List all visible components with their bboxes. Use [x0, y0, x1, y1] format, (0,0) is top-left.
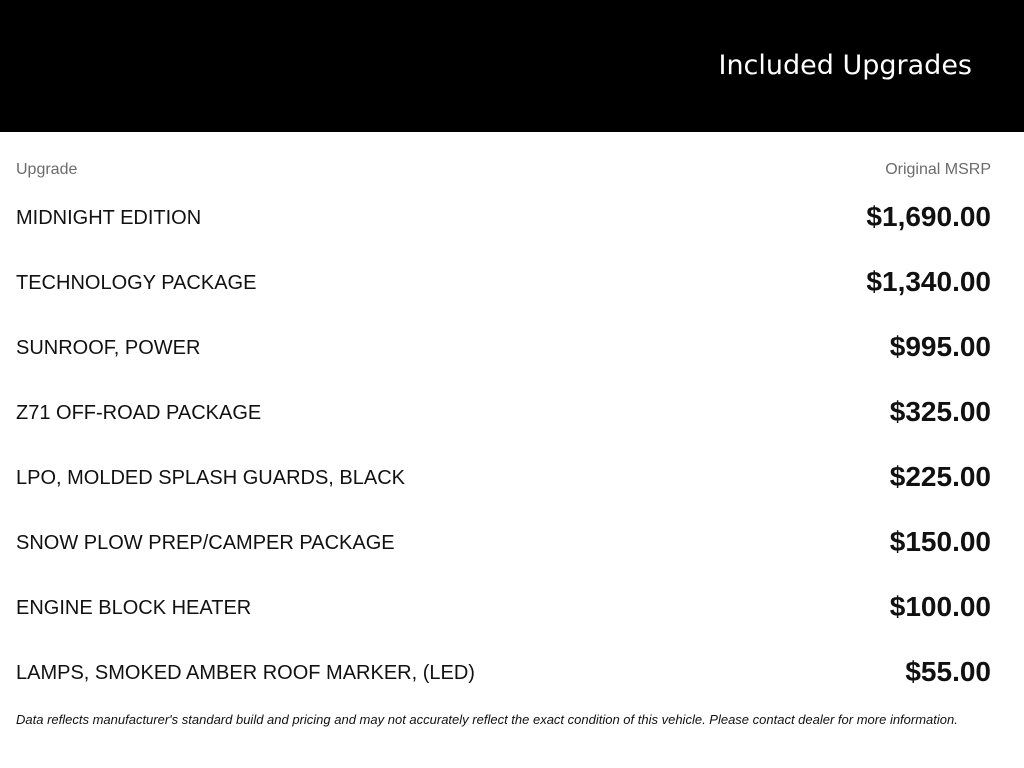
upgrade-name: SNOW PLOW PREP/CAMPER PACKAGE: [16, 532, 395, 554]
table-row: [16, 250, 991, 315]
upgrade-name: ENGINE BLOCK HEATER: [16, 597, 252, 619]
upgrade-price: $1,690.00: [866, 201, 991, 232]
header-bar: [0, 0, 1024, 132]
page-title: Included Upgrades: [718, 50, 972, 81]
upgrades-list: [16, 185, 991, 705]
table-row: [16, 380, 991, 445]
upgrade-price: $995.00: [889, 331, 991, 362]
table-row: [16, 445, 991, 510]
table-header: [16, 158, 991, 182]
upgrade-name: SUNROOF, POWER: [16, 337, 201, 359]
table-row: [16, 640, 991, 705]
upgrade-name: LPO, MOLDED SPLASH GUARDS, BLACK: [16, 467, 406, 489]
table-row: [16, 575, 991, 640]
disclaimer-text: Data reflects manufacturer's standard build and pricing and may not accurately reflect the exact condition of this vehicle. Please contact dealer for more information.: [16, 712, 958, 727]
table-row: [16, 510, 991, 575]
upgrade-name: LAMPS, SMOKED AMBER ROOF MARKER, (LED): [16, 662, 475, 684]
table-row: [16, 185, 991, 250]
column-header-msrp: Original MSRP: [885, 161, 991, 178]
upgrade-price: $55.00: [905, 656, 991, 687]
upgrade-name: TECHNOLOGY PACKAGE: [16, 272, 257, 294]
upgrade-name: MIDNIGHT EDITION: [16, 207, 202, 229]
upgrade-price: $150.00: [889, 526, 991, 557]
upgrade-price: $100.00: [889, 591, 991, 622]
upgrade-price: $1,340.00: [866, 266, 991, 297]
upgrade-name: Z71 OFF-ROAD PACKAGE: [16, 402, 262, 424]
upgrade-price: $325.00: [889, 396, 991, 427]
upgrade-price: $225.00: [889, 461, 991, 492]
column-header-upgrade: Upgrade: [16, 161, 78, 178]
table-row: [16, 315, 991, 380]
